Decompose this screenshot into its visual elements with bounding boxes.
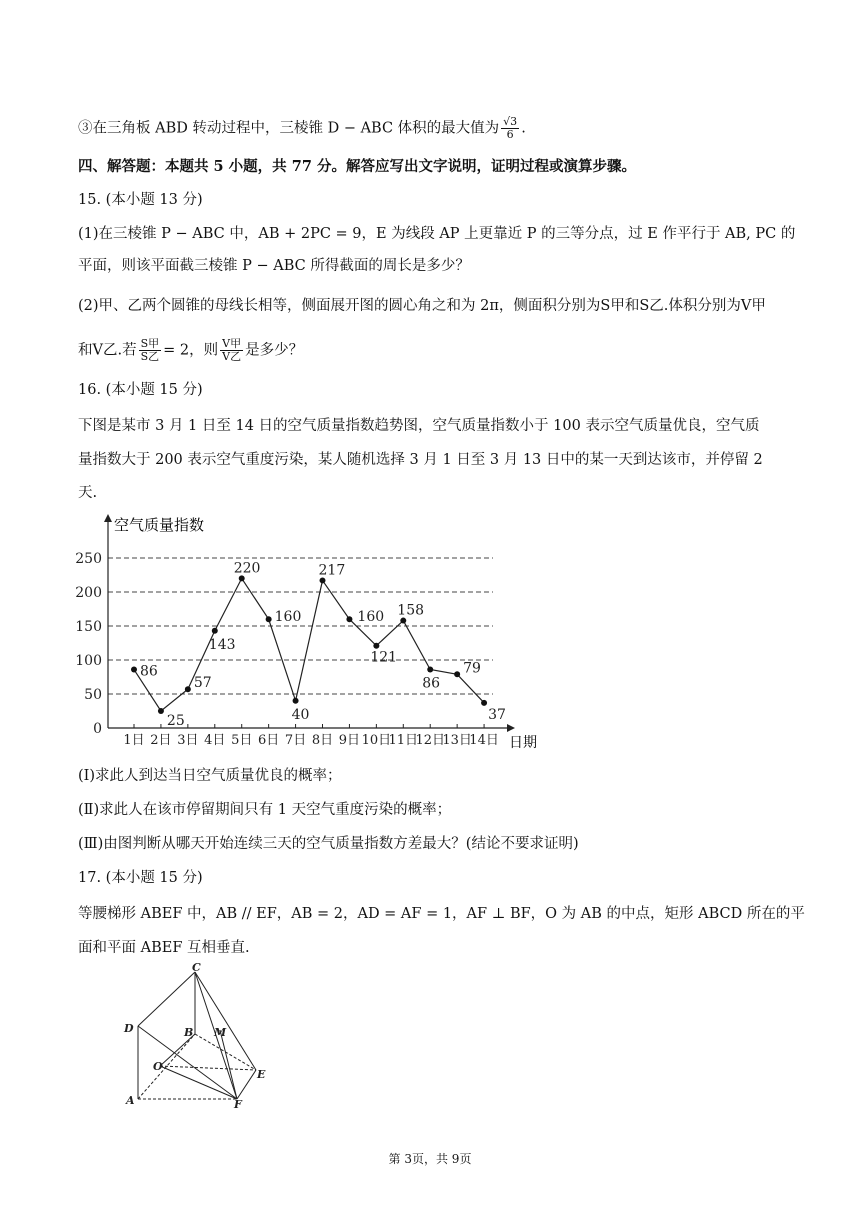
- label-A: A: [126, 1094, 135, 1107]
- data-label: 217: [318, 562, 346, 579]
- problem15-part1-line1: (1)在三棱锥 P − ABC 中，AB + 2PC = 9，E 为线段 AP 上更靠近 P 的三等分点，过 E 作平行于 AB, PC 的: [78, 226, 796, 242]
- item3-end: .: [521, 120, 526, 137]
- edge-OE: [160, 1066, 256, 1070]
- data-label: 220: [233, 560, 261, 577]
- y-tick-label: 100: [75, 653, 102, 669]
- problem16-text-line3: 天.: [78, 485, 98, 501]
- p2-text-c: 是多少？: [245, 342, 304, 359]
- data-label: 158: [397, 602, 425, 619]
- chart-data-labels: [140, 560, 506, 729]
- problem15-header: 15. (本小题 13 分): [78, 192, 203, 208]
- data-point: [212, 628, 218, 634]
- data-point: [454, 671, 460, 677]
- x-tick-label: 11日: [388, 733, 419, 748]
- air-quality-line-chart: [75, 508, 558, 758]
- problem15-part2-line2: [78, 338, 790, 363]
- frac-num: S甲: [140, 337, 160, 350]
- problem17-line2: 面和平面 ABEF 互相垂直.: [78, 940, 250, 956]
- data-label: 40: [291, 706, 310, 723]
- v-ratio-fraction: [220, 338, 243, 363]
- x-tick-label: 2日: [150, 733, 172, 748]
- sqrt3-over-6-fraction: [501, 116, 519, 141]
- chart-axes: [104, 514, 515, 732]
- solid-geometry-figure: [110, 962, 280, 1112]
- y-axis-arrow: [104, 514, 112, 522]
- data-point: [185, 686, 191, 692]
- x-tick-label: 12日: [415, 733, 445, 748]
- data-label: 121: [370, 649, 398, 666]
- problem16-text-line1: 下图是某市 3 月 1 日至 14 日的空气质量指数趋势图，空气质量指数小于 100 表示空气质量优良，空气质: [78, 418, 760, 434]
- frac-num: V甲: [222, 337, 242, 350]
- problem16-q1: (Ⅰ)求此人到达当日空气质量优良的概率；: [78, 768, 342, 784]
- problem16-text-line2: 量指数大于 200 表示空气重度污染，某人随机选择 3 月 1 日至 3 月 13 日中的某一天到达该市，并停留 2: [78, 452, 763, 468]
- frac-den: S乙: [140, 350, 160, 363]
- edge-CE: [195, 972, 256, 1070]
- edge-FE: [237, 1070, 256, 1099]
- frac-den: 6: [506, 128, 514, 141]
- x-tick-label: 6日: [258, 733, 280, 748]
- item3-text: ③在三角板 ABD 转动过程中，三棱锥 D − ABC 体积的最大值为: [78, 120, 500, 137]
- problem16-q2: (Ⅱ)求此人在该市停留期间只有 1 天空气重度污染的概率；: [78, 802, 452, 818]
- data-point: [131, 667, 137, 673]
- data-point: [293, 698, 299, 704]
- label-D: D: [124, 1022, 134, 1035]
- chart-grid: [108, 558, 493, 694]
- x-tick-label: 4日: [204, 733, 226, 748]
- data-label: 86: [422, 675, 441, 692]
- x-tick-label: 14日: [469, 733, 499, 748]
- problem14-item3: [78, 116, 790, 141]
- label-F: F: [234, 1098, 242, 1111]
- x-tick-label: 3日: [177, 733, 199, 748]
- x-tick-label: 9日: [338, 733, 361, 748]
- x-tick-label: 8日: [311, 733, 334, 748]
- problem17-line1: 等腰梯形 ABEF 中，AB // EF，AB = 2，AD = AF = 1，AF ⊥ BF，O 为 AB 的中点，矩形 ABCD 所在的平: [78, 906, 805, 922]
- y-tick-label: 150: [75, 619, 102, 635]
- problem16-header: 16. (本小题 15 分): [78, 382, 203, 398]
- frac-num: √3: [503, 115, 518, 128]
- problem16-q3: (Ⅲ)由图判断从哪天开始连续三天的空气质量指数方差最大？(结论不要求证明): [78, 836, 579, 852]
- y-tick-label: 50: [84, 687, 102, 703]
- problem17-header: 17. (本小题 15 分): [78, 870, 203, 886]
- x-tick-label: 10日: [361, 733, 392, 748]
- label-E: E: [257, 1068, 266, 1081]
- data-label: 160: [274, 609, 302, 626]
- data-label: 160: [357, 609, 385, 626]
- y-tick-label: 0: [93, 721, 102, 737]
- s-ratio-fraction: [139, 338, 162, 363]
- y-tick-label: 200: [75, 585, 102, 601]
- x-tick-label: 5日: [231, 733, 253, 748]
- page-footer: 第 3页，共 9页: [388, 1152, 472, 1166]
- label-B: B: [184, 1026, 194, 1039]
- frac-den: V乙: [222, 350, 242, 363]
- x-tick-label: 7日: [284, 733, 307, 748]
- data-label: 86: [140, 663, 158, 680]
- label-O: O: [153, 1060, 163, 1073]
- label-C: C: [192, 961, 201, 974]
- data-label: 37: [488, 706, 506, 723]
- data-label: 79: [463, 660, 481, 677]
- label-M: M: [214, 1026, 227, 1039]
- chart-yticks: [75, 551, 102, 737]
- edge-DC: [138, 972, 195, 1026]
- data-point: [427, 667, 433, 673]
- chart-xlabel: 日期: [509, 735, 537, 751]
- problem15-part1-line2: 平面，则该平面截三棱锥 P − ABC 所得截面的周长是多少？: [78, 258, 470, 274]
- p2-text-a: 和V乙.若: [78, 342, 137, 359]
- problem15-part2-line1: (2)甲、乙两个圆锥的母线长相等，侧面展开图的圆心角之和为 2π，侧面积分别为S甲和S乙.体积分别为V甲: [78, 298, 766, 314]
- data-point: [481, 700, 487, 706]
- data-point: [158, 708, 164, 714]
- data-point: [266, 616, 272, 622]
- data-label: 143: [208, 636, 236, 653]
- x-tick-label: 13日: [442, 733, 472, 748]
- data-label: 25: [166, 713, 185, 729]
- chart-ylabel: 空气质量指数: [114, 516, 205, 534]
- data-point: [373, 643, 379, 649]
- section4-title: 四、解答题：本题共 5 小题，共 77 分。解答应写出文字说明，证明过程或演算步骤。: [78, 158, 636, 175]
- x-axis-arrow: [507, 724, 515, 732]
- x-tick-label: 1日: [123, 733, 145, 748]
- data-point: [346, 616, 352, 622]
- y-tick-label: 250: [75, 551, 102, 567]
- data-label: 57: [193, 675, 212, 692]
- chart-points: [131, 575, 487, 714]
- p2-text-b: = 2，则: [163, 342, 219, 359]
